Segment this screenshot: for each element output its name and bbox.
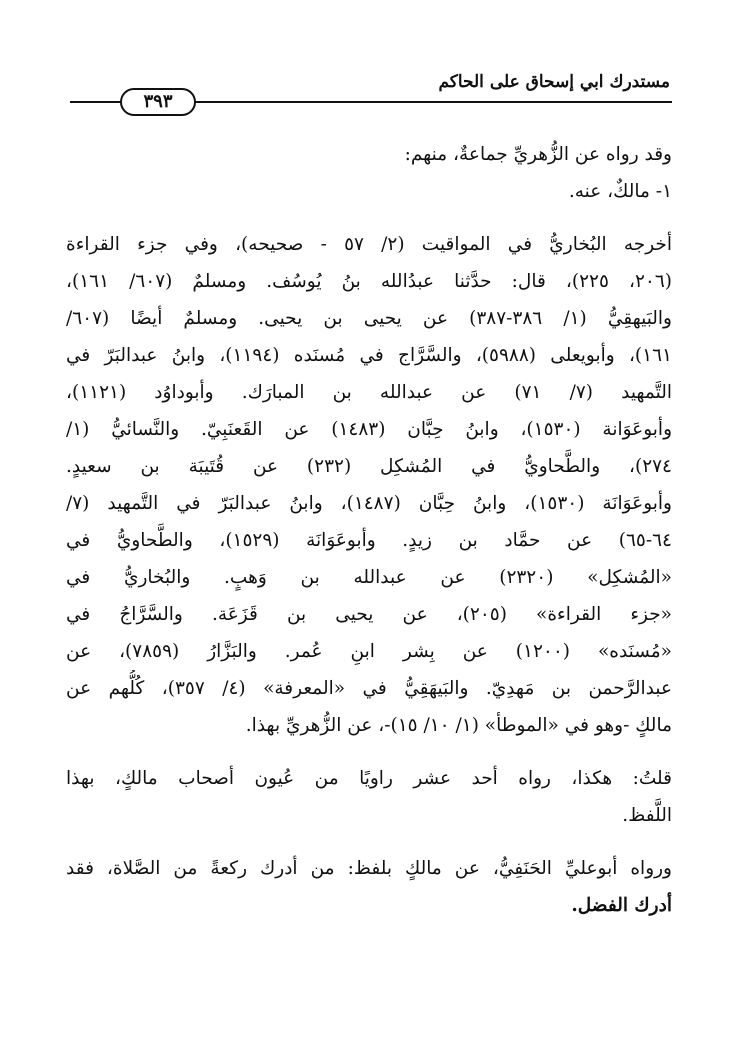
text-line: عبدالرَّحمن بن مَهدِيّ. والبَيهَقِيُّ في «المعرفة» (٤/ ٣٥٧)، كُلُّهم عن bbox=[66, 678, 672, 699]
text-line: (٢٠٦، ٢٢٥)، قال: حدَّثنا عبدُالله بنُ يُوسُف. ومسلمٌ (٦٠٧/ ١٦١)، bbox=[66, 271, 672, 292]
running-title: مستدرك ابي إسحاق على الحاكم bbox=[438, 72, 670, 92]
text-line: «المُشكِل» (٢٣٢٠) عن عبدالله بن وَهبٍ. والبُخاريُّ في bbox=[66, 567, 672, 588]
text-line: «جزء القراءة» (٢٠٥)، عن يحيى بن قَزَعَة. والسَّرَّاجُ في bbox=[66, 604, 672, 625]
text-line: ١- مالكٌ، عنه. bbox=[568, 181, 672, 202]
text-line: ٢٧٤)، والطَّحاويُّ في المُشكِل (٢٣٢) عن قُتَيبَة بن سعيدٍ. bbox=[66, 456, 672, 477]
text-line: ٦٤-٦٥) عن حمَّاد بن زيدٍ. وأبوعَوَانَة (١٥٢٩)، والطَّحاويُّ في bbox=[66, 530, 672, 551]
text-line: ١٦١)، وأبويعلى (٥٩٨٨)، والسَّرَّاج في مُسنَده (١١٩٤)، وابنُ عبدالبَرّ في bbox=[66, 345, 672, 366]
text-line: ورواه أبوعليِّ الحَنَفِيُّ، عن مالكٍ بلفظ: من أدرك ركعةً من الصَّلاة، فقد bbox=[66, 858, 672, 879]
text-line: والبَيهقِيُّ (١/ ٣٨٦-٣٨٧) عن يحيى بن يحيى. ومسلمٌ أيضًا (٦٠٧/ bbox=[66, 308, 672, 329]
paragraph bbox=[66, 760, 672, 834]
text-line: التَّمهيد (٧/ ٧١) عن عبدالله بن المبارَك. وأبوداوُد (١١٢١)، bbox=[66, 382, 672, 403]
page-body bbox=[66, 136, 672, 924]
text-line: «مُسنَده» (١٢٠٠) عن بِشر ابنِ عُمر. والبَزَّارُ (٧٨٥٩)، عن bbox=[66, 641, 672, 662]
paragraph-gap bbox=[66, 210, 672, 226]
paragraph bbox=[66, 226, 672, 744]
paragraph-gap bbox=[66, 834, 672, 850]
text-line: اللَّفظ. bbox=[622, 805, 672, 826]
paragraph bbox=[66, 173, 672, 210]
text-line: أدرك الفضل. bbox=[571, 895, 672, 916]
paragraph bbox=[66, 136, 672, 173]
page-number: ٣٩٣ bbox=[120, 88, 196, 116]
paragraph bbox=[66, 850, 672, 924]
text-line: وأبوعَوَانة (١٥٣٠)، وابنُ حِبَّان (١٤٨٣) عن القَعنَبِيّ. والنَّسائيُّ (١/ bbox=[66, 419, 672, 440]
text-line: وأبوعَوَانَة (١٥٣٠)، وابنُ حِبَّان (١٤٨٧)، وابنُ عبدالبَرّ في التَّمهيد (٧/ bbox=[66, 493, 672, 514]
text-line: قلتُ: هكذا، رواه أحد عشر راويًا من عُيون أصحاب مالكٍ، بهذا bbox=[66, 768, 672, 789]
text-line: مالكٍ -وهو في «الموطأ» (١/ ١٠/ ١٥)-، عن الزُّهريِّ بهذا. bbox=[245, 715, 672, 736]
text-line: أخرجه البُخاريُّ في المواقيت (٢/ ٥٧ - صحيحه)، وفي جزء القراءة bbox=[66, 234, 672, 255]
paragraph-gap bbox=[66, 744, 672, 760]
text-line: وقد رواه عن الزُّهريِّ جماعةٌ، منهم: bbox=[404, 144, 672, 165]
